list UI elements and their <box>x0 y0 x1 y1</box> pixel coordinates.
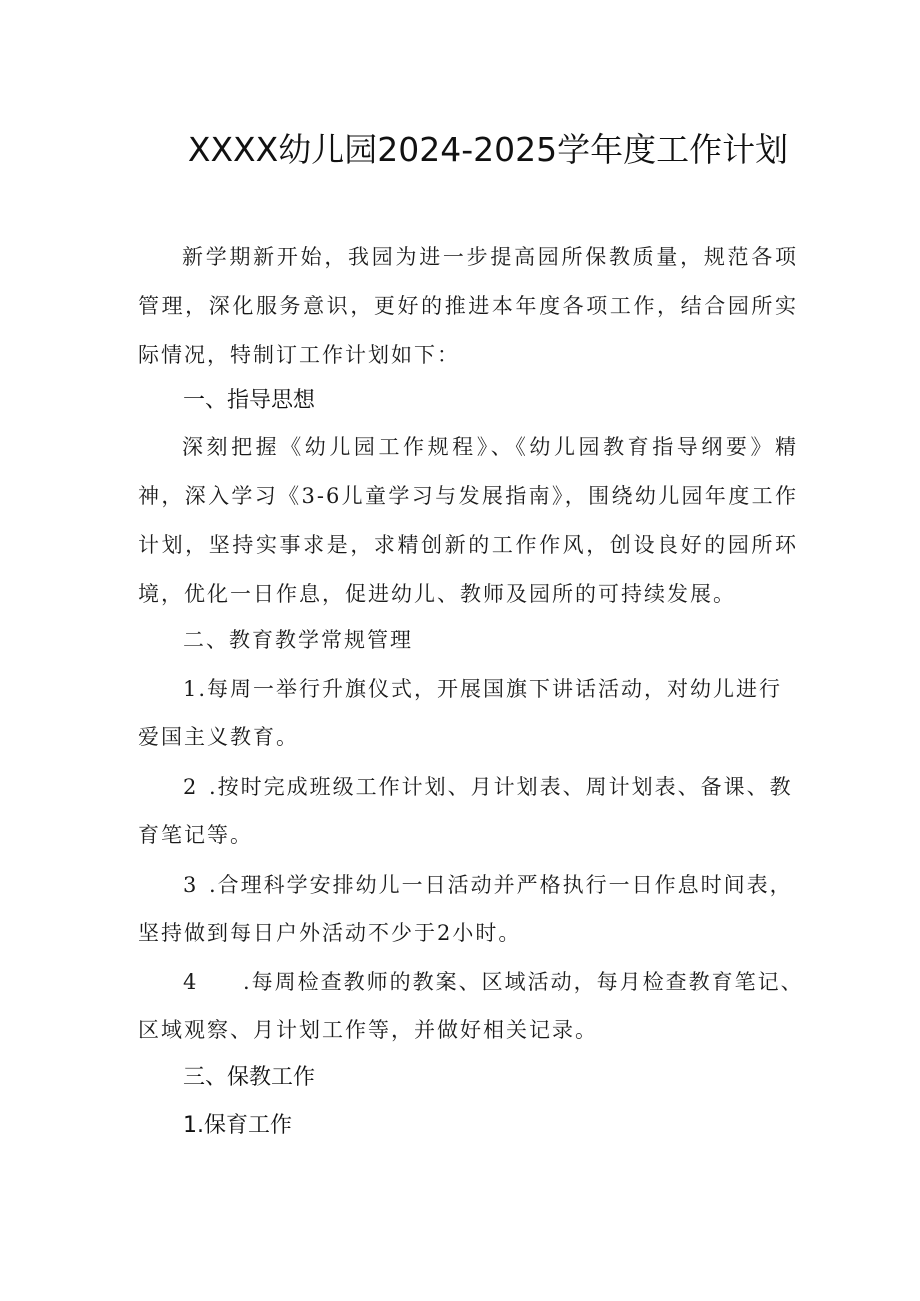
document-title: XXXX幼儿园2024-2025学年度工作计划 <box>187 130 789 169</box>
list-item-text-continued: 爱国主义教育。 <box>138 725 299 749</box>
section-heading-education-management: 二、教育教学常规管理 <box>183 628 413 652</box>
list-item-number: 3 <box>183 873 199 897</box>
list-item-text: .每周检查教师的教案、区域活动，每月检查教育笔记、 <box>243 970 804 994</box>
list-item <box>138 763 808 859</box>
list-item-number: 1. <box>183 677 208 701</box>
list-item <box>138 665 808 761</box>
list-item-text: 每周一举行升旗仪式，开展国旗下讲话活动，对幼儿进行 <box>207 677 783 701</box>
list-item-number: 2 <box>183 775 199 799</box>
list-item <box>138 861 808 957</box>
section-heading-guiding-ideology: 一、指导思想 <box>183 388 316 413</box>
list-item-number: 4 <box>183 970 199 994</box>
list-item-text-continued: 区域观察、月计划工作等，并做好相关记录。 <box>138 1018 598 1042</box>
list-item-text: .合理科学安排幼儿一日活动并严格执行一日作息时间表， <box>209 873 793 897</box>
subsection-heading-care-work: 1.保育工作 <box>183 1113 292 1138</box>
intro-paragraph: 新学期新开始，我园为进一步提高园所保教质量，规范各项管理，深化服务意识，更好的推进本年度各项工作，结合园所实际情况，特制订工作计划如下： <box>138 245 798 367</box>
section-heading-care-education: 三、保教工作 <box>183 1065 316 1090</box>
list-item <box>138 958 808 1054</box>
list-item-text-continued: 坚持做到每日户外活动不少于2小时。 <box>138 921 522 945</box>
guiding-ideology-paragraph: 深刻把握《幼儿园工作规程》、《幼儿园教育指导纲要》精神，深入学习《3-6儿童学习与发展指南》，围绕幼儿园年度工作计划，坚持实事求是，求精创新的工作作风，创设良好的园所环境，优化一日作息，促进幼儿、教师及园所的可持续发展。 <box>138 435 798 606</box>
list-item-text-continued: 育笔记等。 <box>138 823 253 847</box>
list-item-text: .按时完成班级工作计划、月计划表、周计划表、备课、教 <box>209 775 793 799</box>
